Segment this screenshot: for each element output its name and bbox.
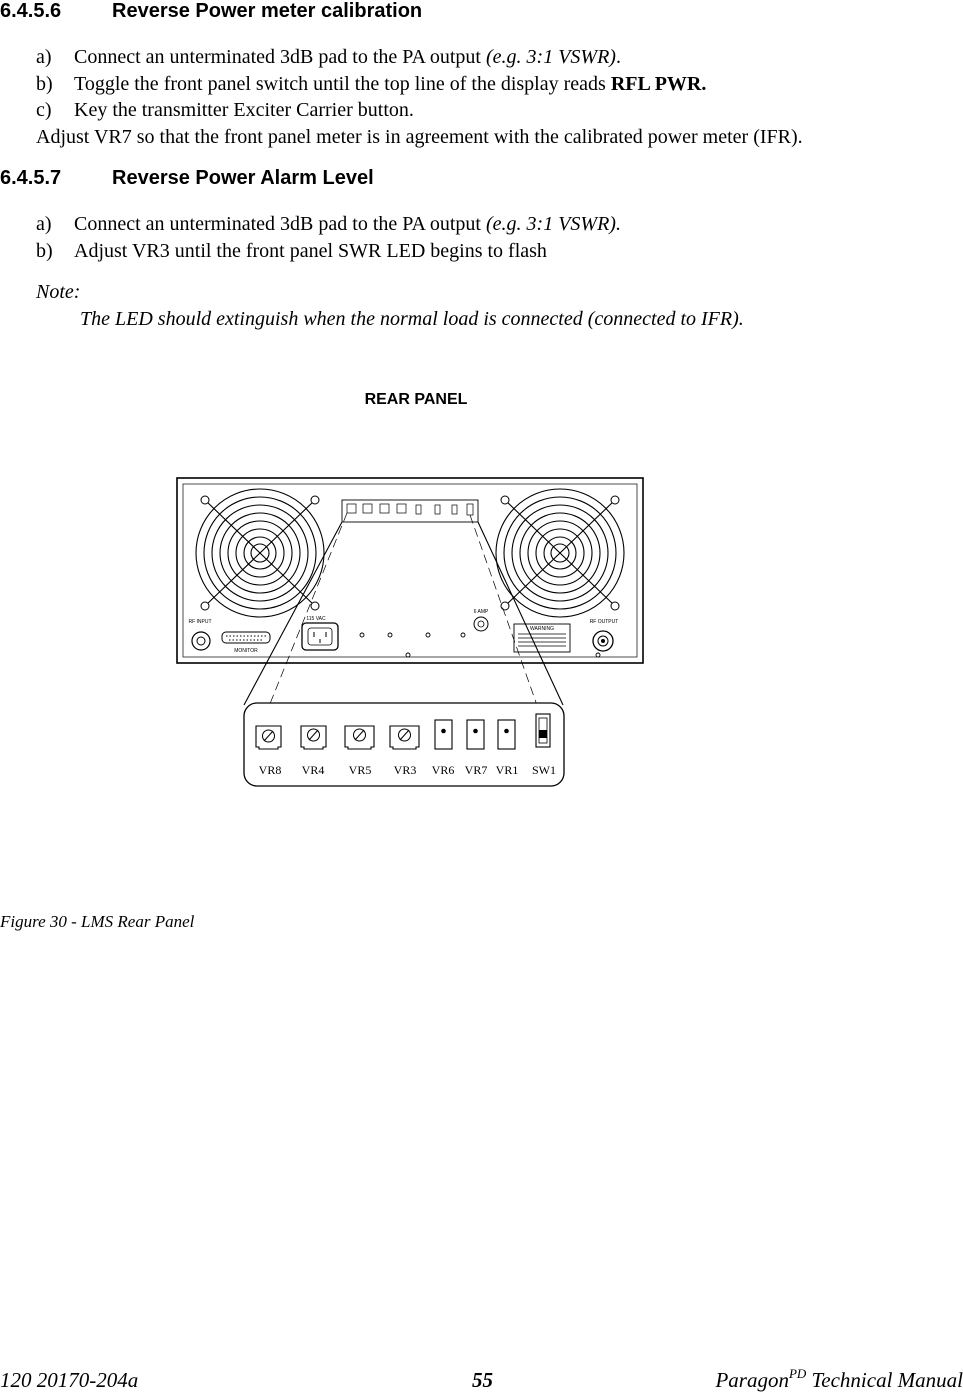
monitor-connector xyxy=(222,632,270,654)
rf-input-label: RF INPUT xyxy=(188,619,212,625)
list-item: c) Key the transmitter Exciter Carrier button. xyxy=(36,99,414,121)
rf-input-connector xyxy=(188,619,211,650)
footer-doc-number: 120 20170-204a xyxy=(0,1368,139,1392)
control-label-vr6: VR6 xyxy=(431,763,455,777)
section-heading-6-4-5-6 xyxy=(0,0,422,23)
fuse-label: 6 AMP xyxy=(473,609,489,615)
ac-inlet xyxy=(302,616,338,650)
monitor-label: MONITOR xyxy=(234,648,258,654)
right-fan xyxy=(496,489,624,617)
section-title: Reverse Power meter calibration xyxy=(112,0,423,22)
ac-label: 115 VAC xyxy=(306,616,326,622)
rear-panel-figure xyxy=(0,370,963,810)
warning-title: WARNING xyxy=(530,626,554,632)
fuse-holder xyxy=(474,609,489,631)
control-label-vr5: VR5 xyxy=(348,763,372,777)
note-text: The LED should extinguish when the normal load is connected (connected to IFR). xyxy=(80,308,744,330)
footer-page-number: 55 xyxy=(472,1368,493,1392)
control-label-vr4: VR4 xyxy=(301,763,325,777)
control-label-vr1: VR1 xyxy=(495,763,519,777)
panel-outline xyxy=(177,478,643,663)
list-item: a) Connect an unterminated 3dB pad to the PA output (e.g. 3:1 VSWR). xyxy=(36,213,621,235)
panel-screws xyxy=(360,633,600,657)
rf-output-label: RF OUTPUT xyxy=(589,619,619,625)
figure-title: REAR PANEL xyxy=(364,391,468,408)
left-fan xyxy=(196,489,324,617)
note-label: Note: xyxy=(36,281,81,303)
rf-output-connector xyxy=(590,619,619,651)
panel-inner-border xyxy=(183,484,637,657)
zoom-projection-lines xyxy=(244,513,563,728)
control-label-vr3: VR3 xyxy=(393,763,417,777)
list-item: b) Adjust VR3 until the front panel SWR LED begins to flash xyxy=(36,240,547,262)
control-label-vr7: VR7 xyxy=(464,763,488,777)
figure-caption: Figure 30 - LMS Rear Panel xyxy=(0,912,195,931)
panel-control-strip xyxy=(342,500,478,522)
section-number: 6.4.5.7 xyxy=(0,167,62,189)
section-heading-6-4-5-7 xyxy=(0,167,374,190)
section-title: Reverse Power Alarm Level xyxy=(112,167,374,189)
paragraph: Adjust VR7 so that the front panel meter is in agreement with the calibrated power meter (IFR). xyxy=(36,126,803,148)
section-number: 6.4.5.6 xyxy=(0,0,62,22)
list-item: b) Toggle the front panel switch until the top line of the display reads RFL PWR. xyxy=(36,73,707,95)
control-label-sw1: SW1 xyxy=(532,763,556,777)
footer-manual-title: Paragon$^{PD}$ Technical Manual xyxy=(715,1366,963,1392)
control-label-vr8: VR8 xyxy=(258,763,282,777)
list-item: a) Connect an unterminated 3dB pad to the PA output (e.g. 3:1 VSWR). xyxy=(36,46,621,68)
warning-label xyxy=(514,624,570,652)
